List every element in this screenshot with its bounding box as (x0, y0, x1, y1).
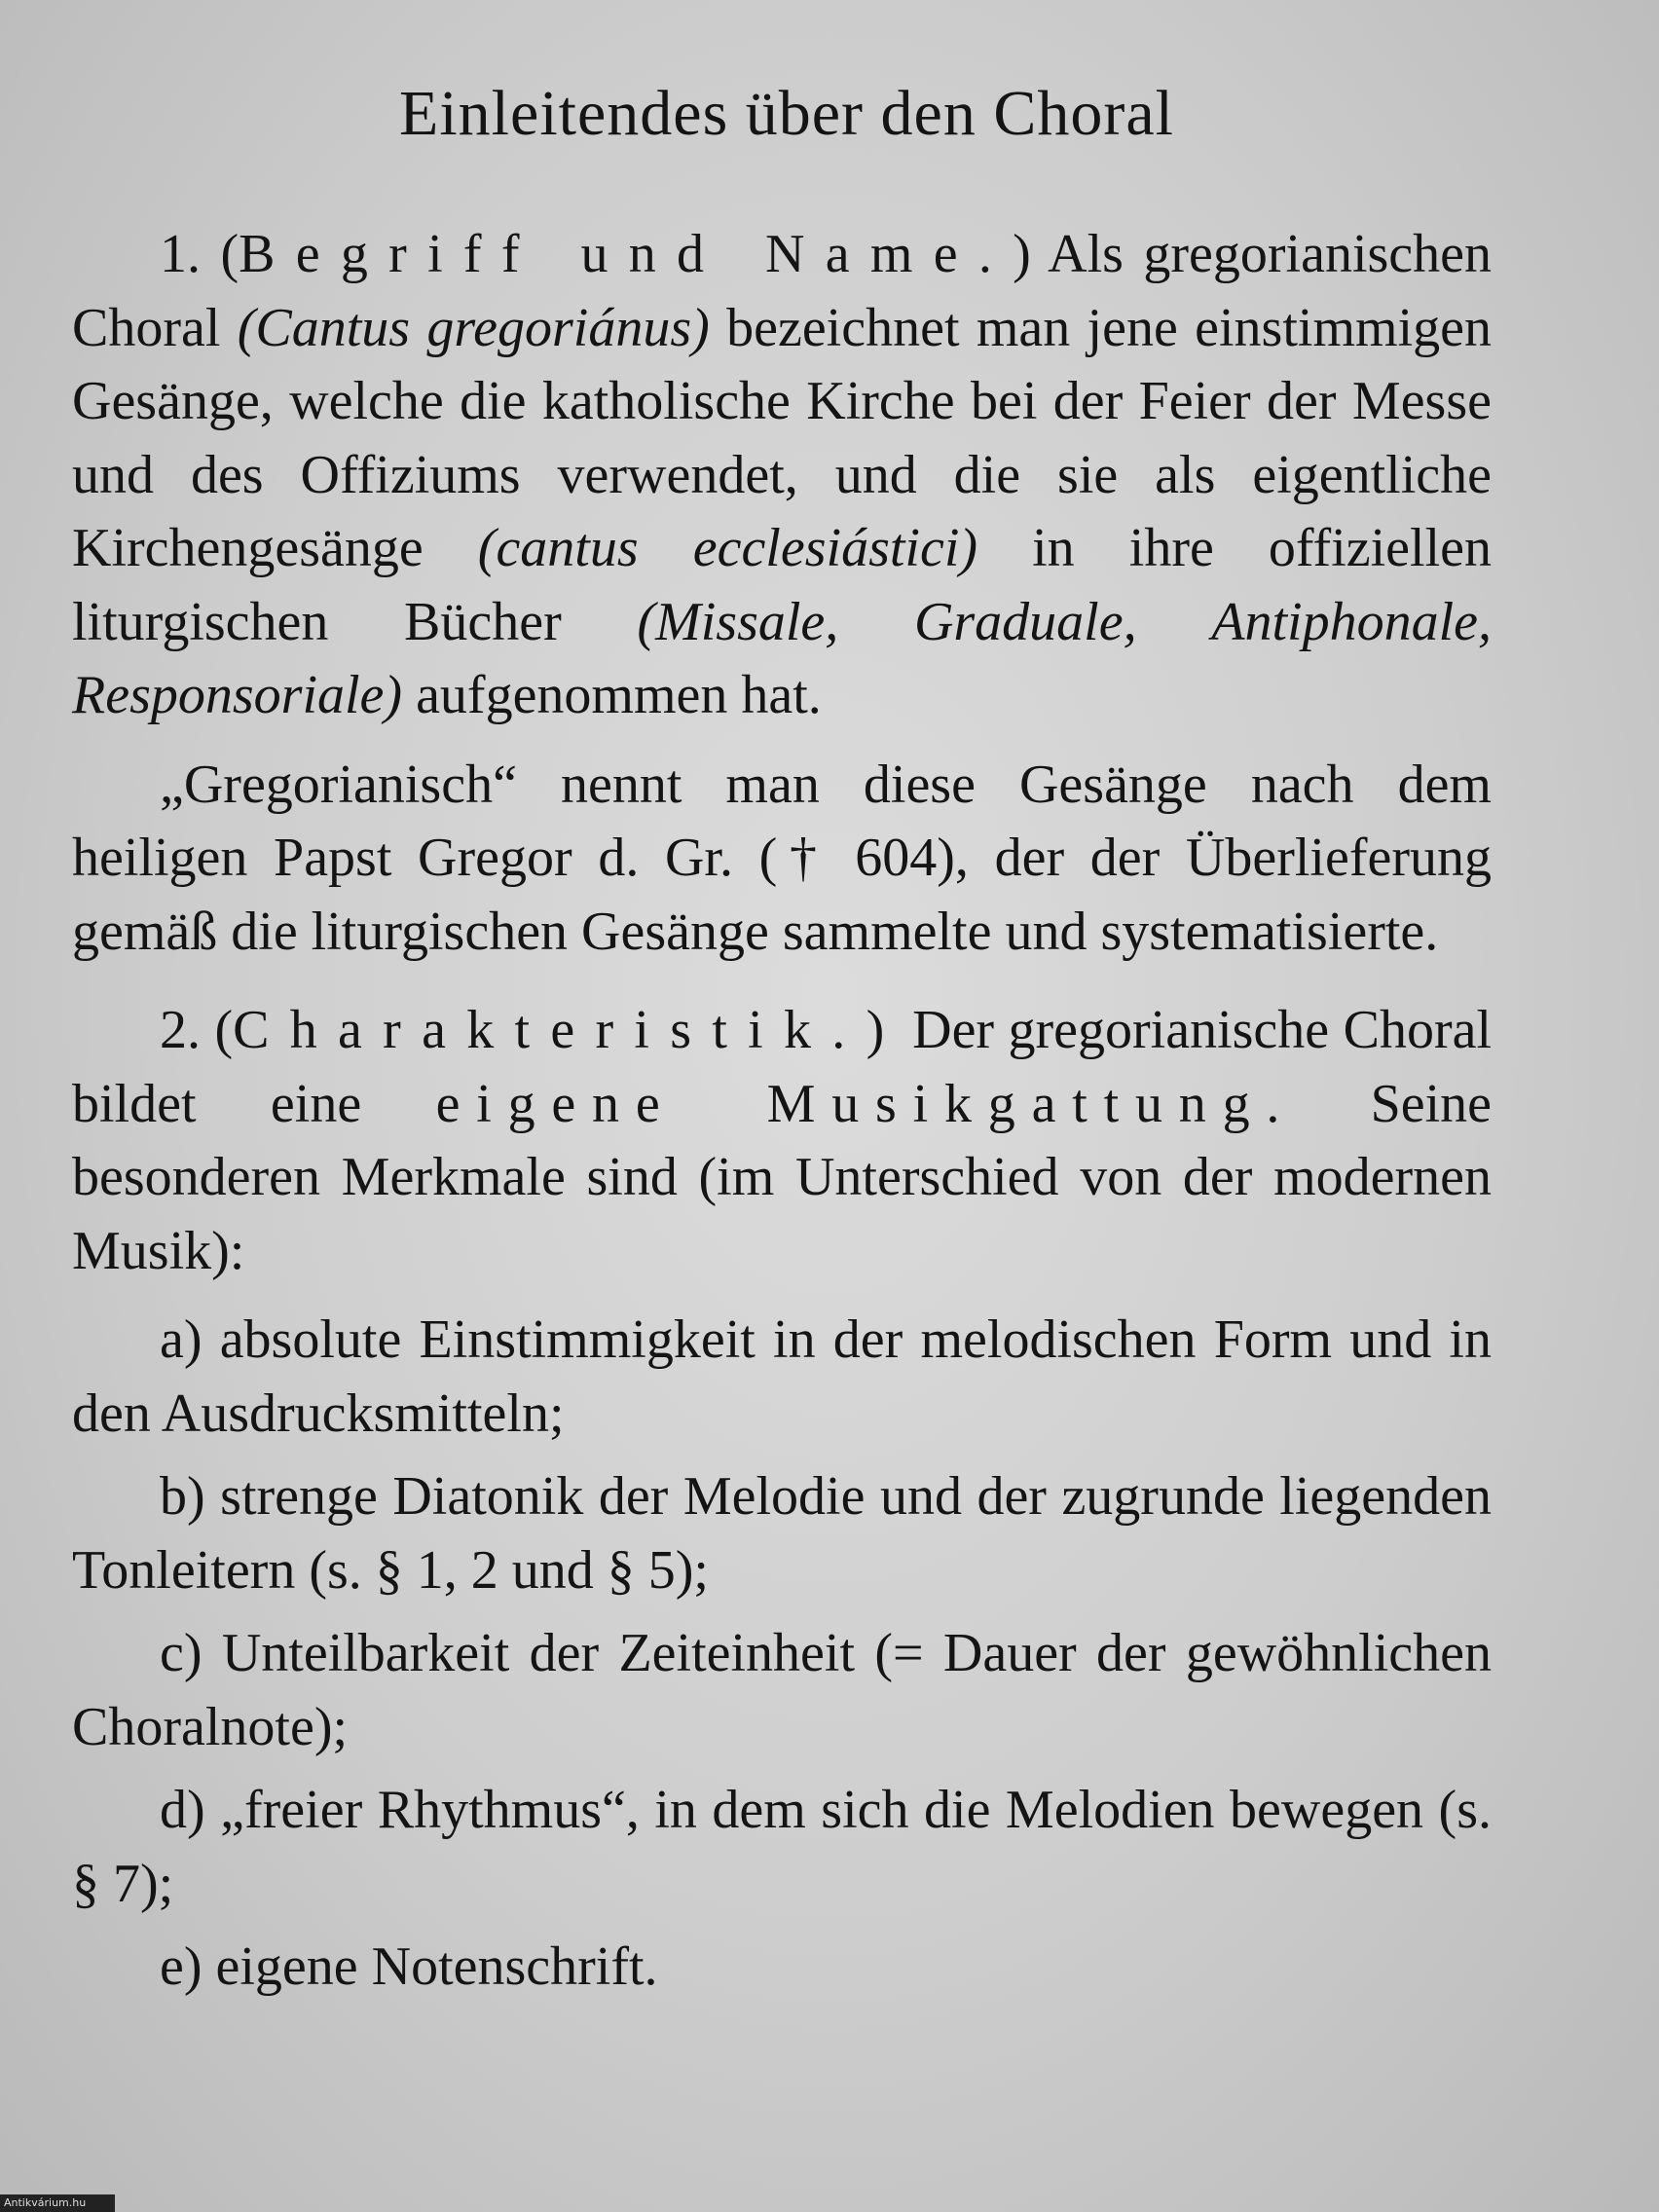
section-1-number: 1. (160, 224, 201, 284)
section-2-paragraph-1 (72, 994, 1492, 1288)
section-1-paragraph-1 (72, 218, 1492, 733)
term-cantus-ecclesiastici: (cantus ecclesiástici) (477, 518, 978, 578)
term-cantus-gregorianus: (Cantus gregoriánus) (237, 297, 710, 358)
section-1-heading: Begriff und Name. (239, 224, 1014, 284)
section-1-text-c: bezeichnet man jene einstimmigen Gesänge, welche die katholische Kirche bei der Feier der Messe und des Offiziums verwendet, und die sie als eigentliche Kirchengesänge (72, 297, 1492, 578)
page-title: Einleitendes über den Choral (399, 78, 1174, 149)
section-2-text-c: Seine besonderen Merkmale sind (im Unterschied von der modernen Musik): (72, 1073, 1492, 1281)
section-2-heading-close: ) (866, 1000, 885, 1060)
page-content (72, 70, 1492, 2005)
section-1-heading-open: ( (220, 224, 240, 284)
term-liturgical-books: (Missale, Graduale, Antiphonale, Responsoriale) (72, 591, 1492, 725)
section-2-heading-open: ( (214, 1000, 234, 1060)
section-1-text-g: aufgenommen hat. (402, 665, 822, 725)
section-2-number: 2. (160, 1000, 201, 1060)
list-item: b) strenge Diatonik der Melodie und der zugrunde liegenden Tonleitern (s. § 1, 2 und § 5); (72, 1466, 1492, 1601)
characteristics-list (72, 1304, 1492, 2005)
list-item: c) Unteilbarkeit der Zeiteinheit (= Dauer der gewöhnlichen Choralnote); (72, 1623, 1492, 1757)
list-item: d) „freier Rhythmus“, in dem sich die Melodien bewegen (s. § 7); (72, 1780, 1492, 1914)
term-eigene-musikgattung: eigene Musikgattung. (435, 1073, 1297, 1134)
list-item: a) absolute Einstimmigkeit in der melodischen Form und in den Ausdrucksmitteln; (72, 1309, 1492, 1444)
section-1-heading-close: ) (1013, 224, 1031, 284)
section-2-text-a: Der gregorianische Choral bildet eine (72, 1000, 1493, 1134)
section-1-text-a: Als gregorianischen Choral (72, 224, 1493, 358)
list-item: e) eigene Notenschrift. (160, 1936, 658, 1997)
section-1-paragraph-2: „Gregorianisch“ nennt man diese Gesänge nach dem heiligen Papst Gregor d. Gr. († 604), der der Überlieferung gemäß die liturgischen Gesänge sammelte und systematisierte. (72, 754, 1492, 962)
watermark-label: Antikvárium.hu (0, 2194, 115, 2212)
section-2-heading: Charakteristik. (233, 1000, 866, 1060)
section-1-text-e: in ihre offiziellen liturgischen Bücher (72, 518, 1492, 652)
